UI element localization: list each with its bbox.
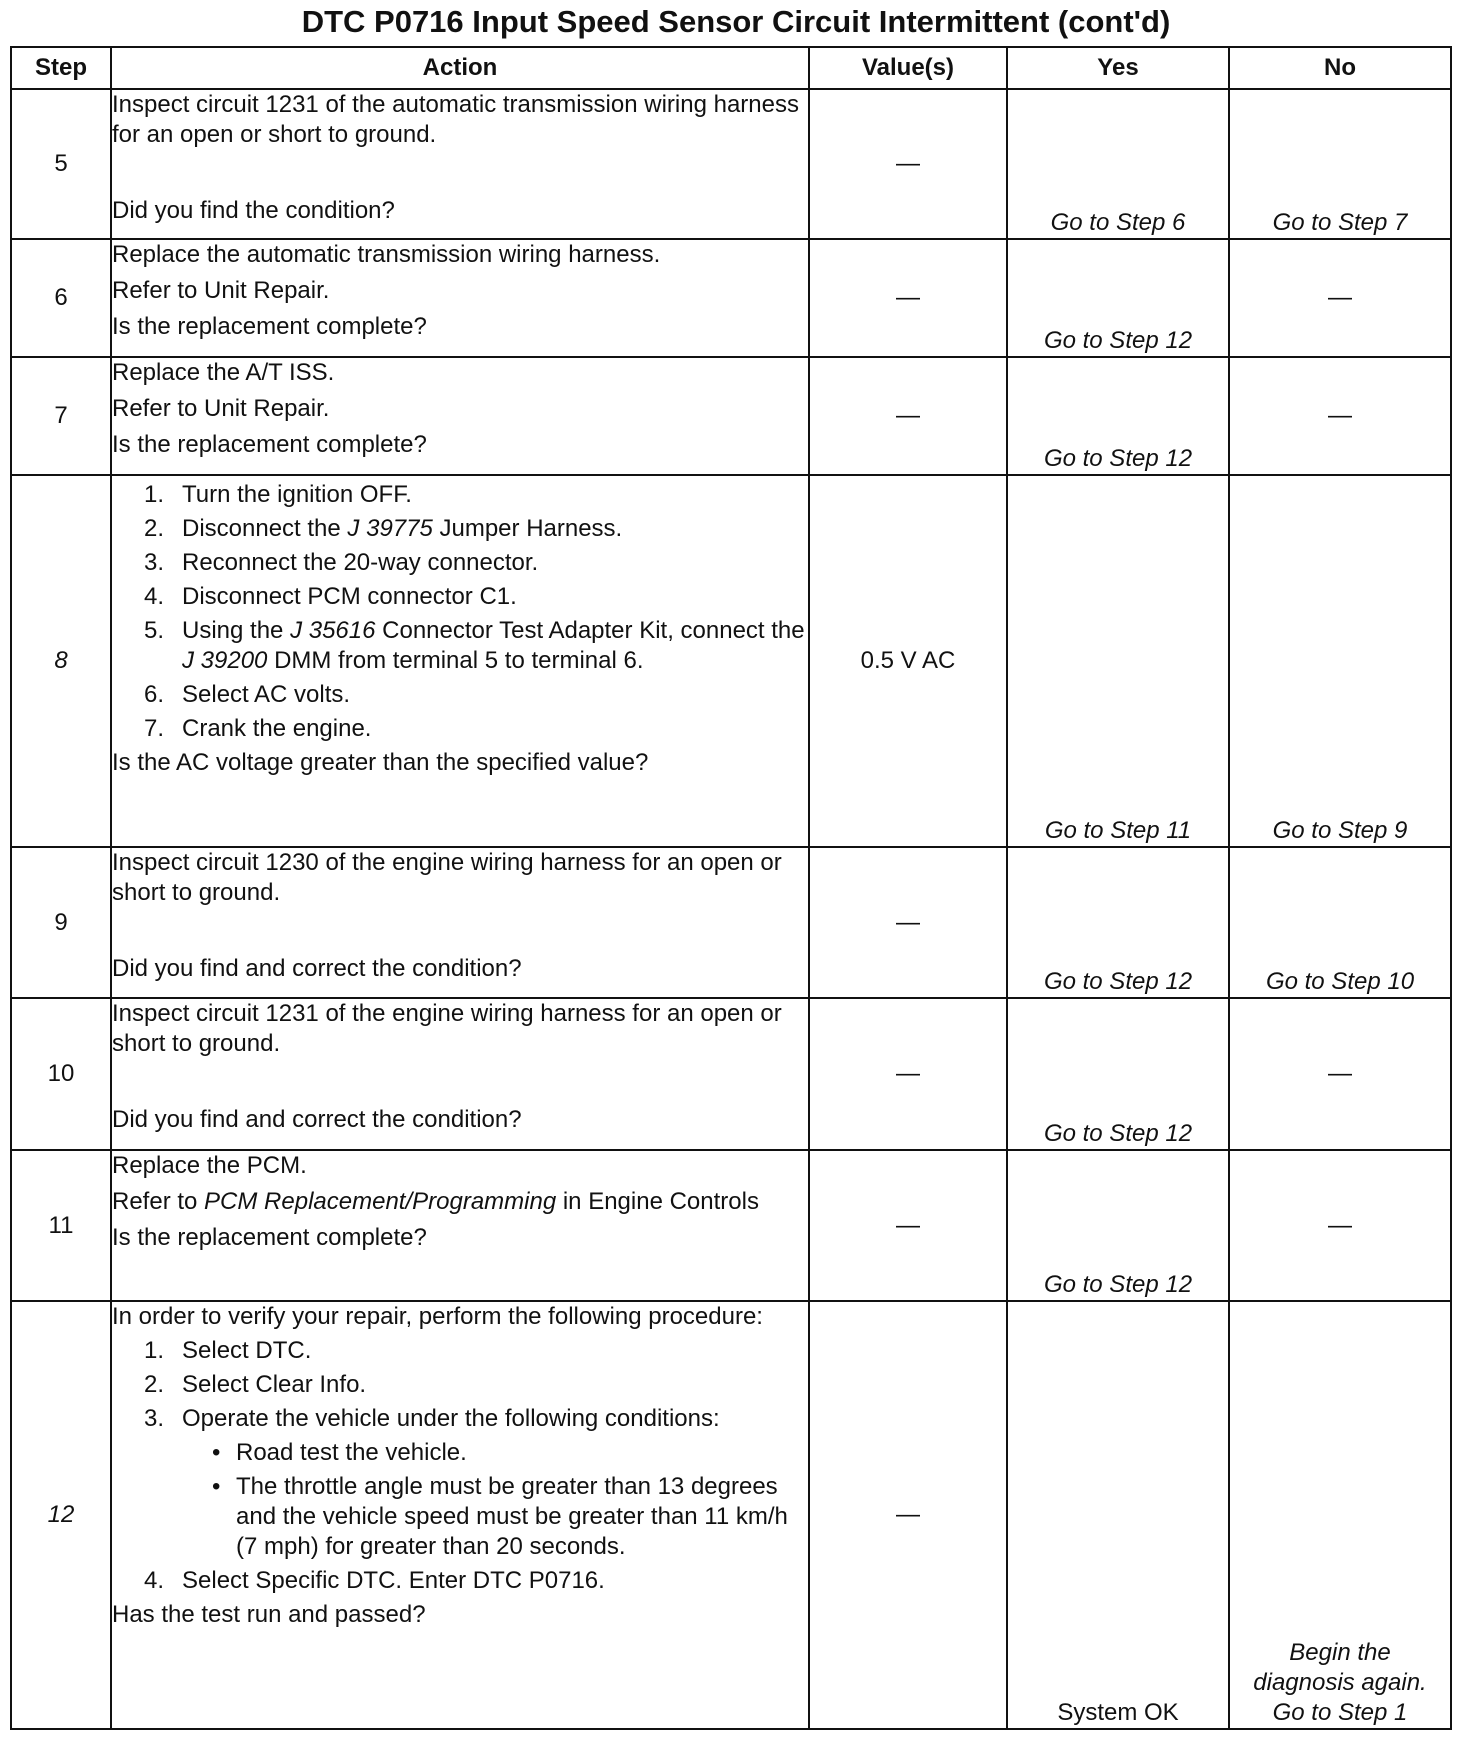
step-number: 9	[11, 847, 111, 998]
action-text: Refer to Unit Repair.	[112, 395, 330, 422]
bullet-item	[112, 1472, 808, 1562]
yes-cell: Go to Step 12	[1007, 1150, 1229, 1301]
bullet-dot: •	[212, 1439, 221, 1466]
step-number: 6	[11, 239, 111, 357]
list-item	[112, 616, 808, 676]
yes-cell: Go to Step 12	[1007, 357, 1229, 475]
list-number: 1.	[144, 1337, 165, 1364]
action-text: Replace the PCM.	[112, 1152, 307, 1179]
action-text: Refer to PCM Replacement/Programming in Engine Controls	[112, 1188, 759, 1215]
list-number: 2.	[144, 515, 165, 542]
no-cell: —	[1229, 239, 1451, 357]
action-question: Did you find and correct the condition?	[112, 955, 522, 982]
action-cell	[111, 357, 809, 475]
action-question: Is the replacement complete?	[112, 1224, 427, 1251]
list-text: Select DTC.	[182, 1337, 312, 1364]
no-text-line: Begin the	[1289, 1639, 1391, 1666]
list-text: Operate the vehicle under the following conditions:	[182, 1405, 720, 1432]
column-header-action: Action	[111, 47, 809, 89]
action-question: Is the replacement complete?	[112, 313, 427, 340]
action-text: Inspect circuit 1231 of the engine wiring harness for an open or short to ground.	[112, 1000, 782, 1057]
action-question: Has the test run and passed?	[112, 1601, 426, 1628]
list-text: Select Specific DTC. Enter DTC P0716.	[182, 1567, 605, 1594]
action-cell	[111, 1301, 809, 1729]
action-question: Did you find the condition?	[112, 197, 395, 224]
bullet-dot: •	[212, 1473, 221, 1500]
action-cell	[111, 239, 809, 357]
value-cell: —	[809, 1301, 1007, 1729]
list-number: 5.	[144, 617, 165, 644]
action-cell	[111, 847, 809, 998]
bullet-text: Road test the vehicle.	[236, 1439, 467, 1466]
column-header-yes: Yes	[1007, 47, 1229, 89]
table-header-row	[11, 47, 1451, 89]
action-cell	[111, 998, 809, 1150]
document-title: DTC P0716 Input Speed Sensor Circuit Intermittent (cont'd)	[301, 4, 1171, 39]
yes-cell: Go to Step 6	[1007, 89, 1229, 239]
value-cell: —	[809, 239, 1007, 357]
list-number: 7.	[144, 715, 165, 742]
list-text: Select Clear Info.	[182, 1371, 367, 1398]
tool-reference: J 39775	[347, 515, 433, 542]
action-cell	[111, 89, 809, 239]
action-text: Inspect circuit 1230 of the engine wiring harness for an open or short to ground.	[112, 849, 782, 906]
table-row	[11, 1150, 1451, 1301]
yes-cell: Go to Step 11	[1007, 475, 1229, 847]
action-text: Refer to Unit Repair.	[112, 277, 330, 304]
step-number: 5	[11, 89, 111, 239]
list-item	[112, 680, 808, 710]
list-text: Disconnect the J 39775 Jumper Harness.	[182, 515, 623, 542]
list-item	[112, 1404, 808, 1434]
value-cell: 0.5 V AC	[809, 475, 1007, 847]
list-item	[112, 1336, 808, 1366]
yes-cell: Go to Step 12	[1007, 239, 1229, 357]
column-header-values: Value(s)	[809, 47, 1007, 89]
list-number: 6.	[144, 681, 165, 708]
value-cell: —	[809, 847, 1007, 998]
step-number: 10	[11, 998, 111, 1150]
table-row	[11, 89, 1451, 239]
action-text: In order to verify your repair, perform the following procedure:	[112, 1303, 763, 1330]
no-text-line: diagnosis again.	[1253, 1669, 1427, 1696]
no-cell: Go to Step 9	[1229, 475, 1451, 847]
no-cell: —	[1229, 357, 1451, 475]
table-row	[11, 998, 1451, 1150]
value-cell: —	[809, 1150, 1007, 1301]
list-text: Using the J 35616 Connector Test Adapter Kit, connect the J 39200 DMM from terminal 5 to terminal 6.	[182, 617, 805, 674]
list-text: Disconnect PCM connector C1.	[182, 583, 517, 610]
table-row	[11, 475, 1451, 847]
list-number: 4.	[144, 583, 165, 610]
column-header-no: No	[1229, 47, 1451, 89]
action-question: Did you find and correct the condition?	[112, 1106, 522, 1133]
table-row	[11, 239, 1451, 357]
yes-cell: Go to Step 12	[1007, 847, 1229, 998]
list-number: 2.	[144, 1371, 165, 1398]
no-cell: Go to Step 7	[1229, 89, 1451, 239]
yes-cell: Go to Step 12	[1007, 998, 1229, 1150]
action-cell	[111, 475, 809, 847]
list-item	[112, 480, 808, 510]
no-text-line: Go to Step 1	[1272, 1699, 1408, 1726]
tool-reference: J 35616	[290, 617, 376, 644]
action-question: Is the replacement complete?	[112, 431, 427, 458]
list-item	[112, 1566, 808, 1596]
no-cell: —	[1229, 998, 1451, 1150]
list-item	[112, 514, 808, 544]
bullet-text: The throttle angle must be greater than 13 degrees and the vehicle speed must be greater than 11 km/h (7 mph) for greater than 20 seconds.	[236, 1473, 788, 1560]
diagnostic-table	[10, 46, 1452, 1730]
value-cell: —	[809, 998, 1007, 1150]
bullet-item	[112, 1438, 808, 1468]
list-number: 3.	[144, 1405, 165, 1432]
list-item	[112, 548, 808, 578]
column-header-step: Step	[11, 47, 111, 89]
action-text: Replace the A/T ISS.	[112, 359, 335, 386]
list-item	[112, 582, 808, 612]
action-text: Replace the automatic transmission wiring harness.	[112, 241, 661, 268]
action-question: Is the AC voltage greater than the specified value?	[112, 749, 649, 776]
list-item	[112, 1370, 808, 1400]
no-cell: Go to Step 10	[1229, 847, 1451, 998]
list-text: Crank the engine.	[182, 715, 372, 742]
list-number: 3.	[144, 549, 165, 576]
table-row	[11, 357, 1451, 475]
step-number: 7	[11, 357, 111, 475]
table-row	[11, 1301, 1451, 1729]
step-number: 12	[11, 1301, 111, 1729]
list-text: Turn the ignition OFF.	[182, 481, 412, 508]
yes-cell: System OK	[1007, 1301, 1229, 1729]
step-number: 11	[11, 1150, 111, 1301]
list-text: Reconnect the 20-way connector.	[182, 549, 539, 576]
tool-reference: J 39200	[182, 647, 268, 674]
table-row	[11, 847, 1451, 998]
no-cell: —	[1229, 1150, 1451, 1301]
list-text: Select AC volts.	[182, 681, 351, 708]
list-item	[112, 714, 808, 744]
no-cell	[1229, 1301, 1451, 1729]
step-number: 8	[11, 475, 111, 847]
action-cell	[111, 1150, 809, 1301]
document-reference: PCM Replacement/Programming	[204, 1188, 557, 1215]
list-number: 1.	[144, 481, 165, 508]
value-cell: —	[809, 89, 1007, 239]
action-text: Inspect circuit 1231 of the automatic transmission wiring harness for an open or short to ground.	[112, 91, 799, 148]
list-number: 4.	[144, 1567, 165, 1594]
value-cell: —	[809, 357, 1007, 475]
